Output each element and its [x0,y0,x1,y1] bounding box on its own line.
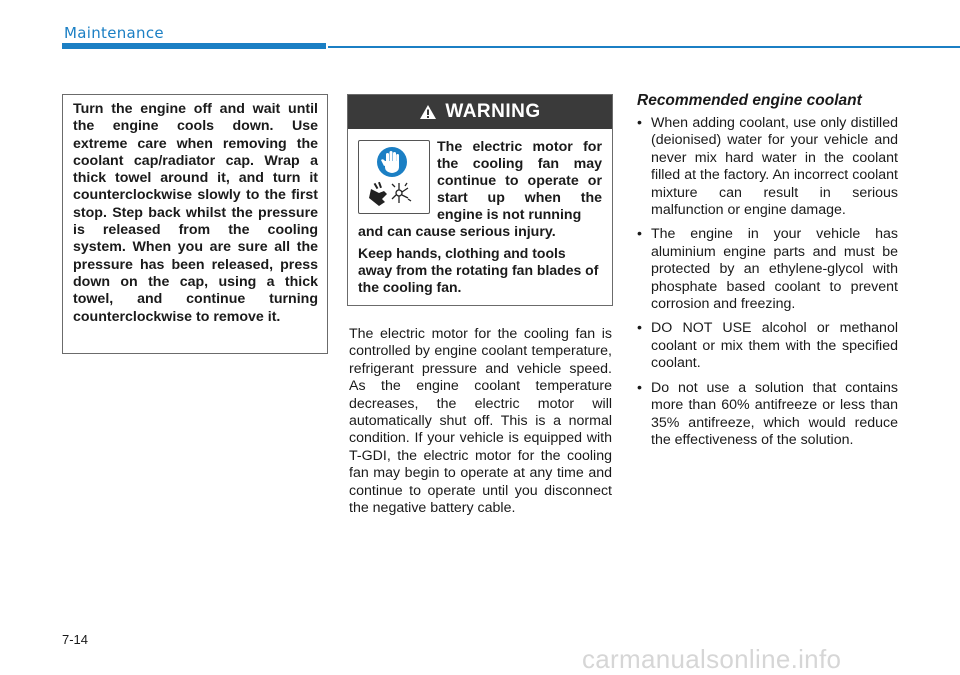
caution-box [62,94,328,354]
warning-text-1: The electric motor for the cooling fan may continue to operate or start up when the engine is not running [437,139,602,223]
header-rule-thick [62,43,326,49]
list-item [635,380,898,450]
bullet-dot: • [637,115,642,131]
coolant-heading: Recommended engine coolant [637,92,862,109]
bullet-text: DO NOT USE alcohol or methanol coolant or mix them with the specified coolant. [651,320,898,372]
bullet-text: When adding coolant, use only distilled (deionised) water for your vehicle and never mix hard water in the coolant filled at the factory. An incorrect coolant mixture can result in serious malfunction or engine damage. [651,115,898,219]
bullet-text: The engine in your vehicle has aluminium engine parts and must be protected by an ethylene-glycol with phosphate based coolant to prevent corrosion and freezing. [651,226,898,313]
list-item [635,115,898,219]
body-paragraph: The electric motor for the cooling fan is controlled by engine coolant temperature, refrigerant pressure and vehicle speed. As the engine coolant temperature decreases, the electric motor will automatically shut off. This is a normal condition. If your vehicle is equipped with T-GDI, the electric motor for the cooling fan may begin to operate at any time and continue to operate until you disconnect the negative battery cable. [349,326,612,517]
warning-text-1-cont: and can cause serious injury. [358,224,556,240]
warning-triangle-icon [419,104,437,120]
bullet-dot: • [637,320,642,337]
warning-text-2: Keep hands, clothing and tools away from the rotating fan blades of the cooling fan. [358,245,599,295]
watermark: carmanualsonline.info [582,644,842,674]
warning-box [347,94,613,306]
header-rule-thin [328,46,960,48]
warning-header [348,95,612,129]
list-item [635,226,898,313]
coolant-bullet-list [635,115,898,456]
warning-title: WARNING [445,101,541,122]
bullet-dot: • [637,379,642,396]
bullet-dot: • [637,226,642,243]
bullet-text: Do not use a solution that contains more than 60% antifreeze or less than 35% antifreeze, which would reduce the effectiveness of the solution. [651,379,898,448]
page-number: 7-14 [62,632,89,647]
caution-text: Turn the engine off and wait until the engine cools down. Use extreme care when removing the coolant cap/radiator cap. Wrap a thick towel around it, and turn it counterclockwise slowly to the first stop. Step back whilst the pressure is released from the cooling system. When you are sure all the pressure has been released, press down on the cap, using a thick towel, and continue turning counterclockwise to remove it. [73,101,318,325]
list-item [635,320,898,372]
section-title: Maintenance [64,24,164,42]
hand-stop-fan-icon [358,140,430,214]
